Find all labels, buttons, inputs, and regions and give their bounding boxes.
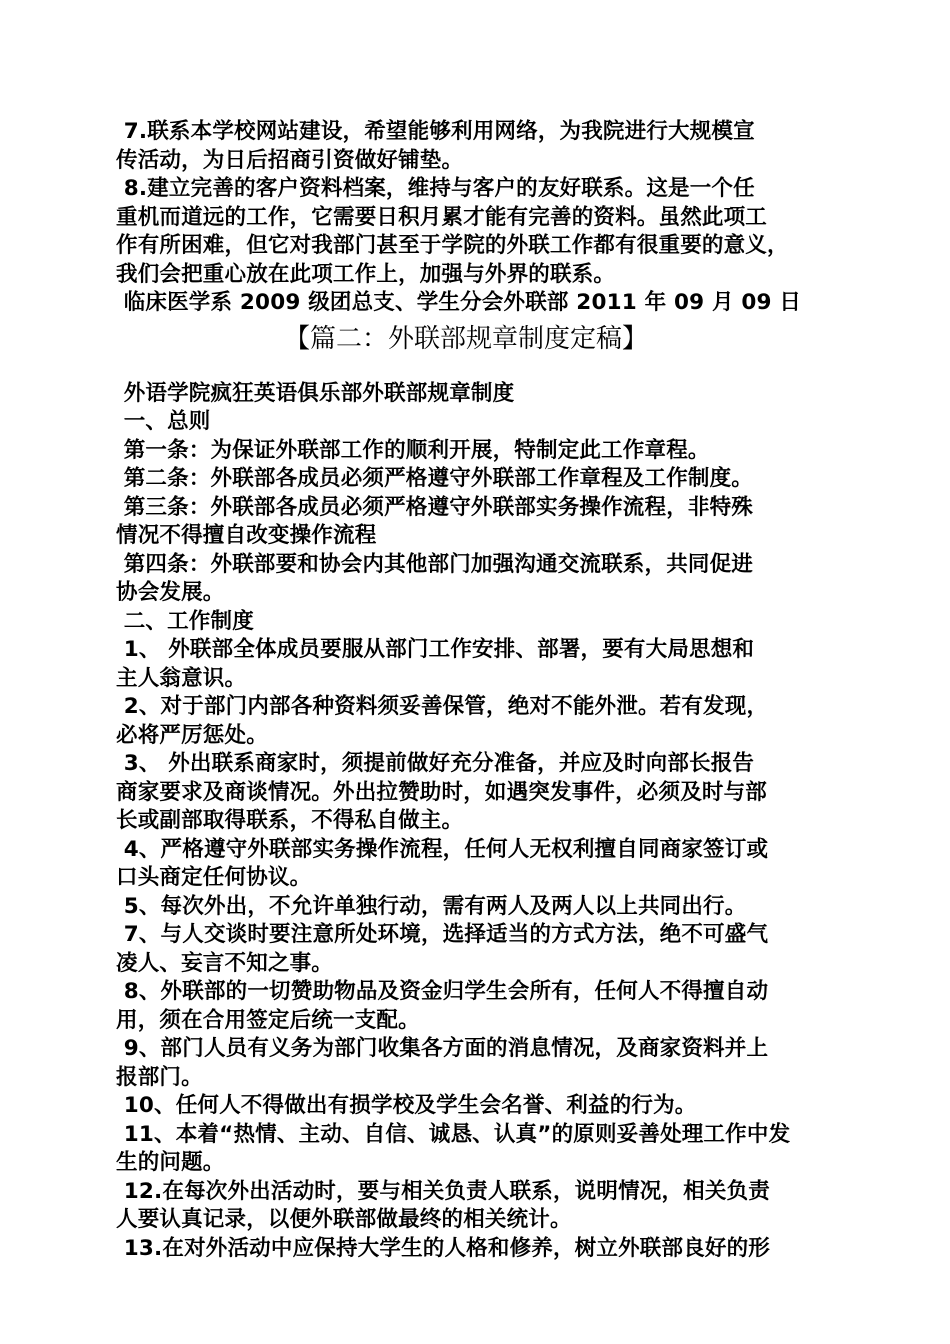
paragraph-item-8: 8.建立完善的客户资料档案，维持与客户的友好联系。这是一个任 重机而道远的工作，它需要日积月累才能有完善的资料。虽然此项工 作有所困难，但它对我部门甚至于学院的外联工作都有很重要的意义， 我们会把重心放在此项工作上，加强与外界的联系。: [116, 176, 789, 287]
regulation-title: 外语学院疯狂英语俱乐部外联部规章制度: [116, 380, 515, 406]
article-2: 第二条：外联部各成员必须严格遵守外联部工作章程及工作制度。: [116, 466, 753, 491]
rule-7: 7、与人交谈时要注意所处环境，选择适当的方式方法，绝不可盛气 凌人、妄言不知之事。: [116, 922, 769, 976]
rule-8: 8、外联部的一切赞助物品及资金归学生会所有，任何人不得擅自动 用，须在合用签定后统一支配。: [116, 979, 769, 1033]
section-heading: 【篇二：外联部规章制度定稿】: [283, 323, 648, 354]
rule-12: 12.在每次外出活动时，要与相关负责人联系，说明情况，相关负责 人要认真记录，以便外联部做最终的相关统计。: [116, 1178, 770, 1232]
rule-2: 2、对于部门内部各种资料须妥善保管，绝对不能外泄。若有发现， 必将严厉惩处。: [116, 694, 769, 748]
rule-4: 4、严格遵守外联部实务操作流程，任何人无权利擅自同商家签订或 口头商定任何协议。: [116, 836, 769, 890]
rule-5: 5、每次外出，不允许单独行动，需有两人及两人以上共同出行。: [116, 893, 747, 919]
signature-line: 临床医学系 2009 级团总支、学生分会外联部 2011 年 09 月 09 日: [116, 290, 802, 315]
rule-3: 3、 外出联系商家时，须提前做好充分准备，并应及时向部长报告 商家要求及商谈情况。外出拉赞助时，如遇突发事件，必须及时与部 长或副部取得联系，不得私自做主。: [116, 751, 768, 833]
rule-1: 1、 外联部全体成员要服从部门工作安排、部署，要有大局思想和 主人翁意识。: [116, 637, 755, 691]
section-general: 一、总则: [116, 409, 211, 434]
rule-9: 9、部门人员有义务为部门收集各方面的消息情况，及商家资料并上 报部门。: [116, 1036, 769, 1090]
paragraph-item-7: 7.联系本学校网站建设，希望能够利用网络，为我院进行大规模宣 传活动，为日后招商引资做好铺垫。: [116, 119, 755, 173]
document-body: [116, 118, 846, 1263]
article-4: 第四条：外联部要和协会内其他部门加强沟通交流联系，共同促进 协会发展。: [116, 551, 753, 605]
article-3: 第三条：外联部各成员必须严格遵守外联部实务操作流程，非特殊 情况不得擅自改变操作流程: [116, 494, 753, 548]
article-1: 第一条：为保证外联部工作的顺利开展，特制定此工作章程。: [116, 437, 710, 463]
rule-10: 10、任何人不得做出有损学校及学生会名誉、利益的行为。: [116, 1093, 697, 1118]
rule-11: 11、本着“热情、主动、自信、诚恳、认真”的原则妥善处理工作中发 生的问题。: [116, 1121, 791, 1175]
section-work-rules: 二、工作制度: [116, 608, 254, 634]
rule-13: 13.在对外活动中应保持大学生的人格和修养，树立外联部良好的形: [116, 1235, 770, 1261]
